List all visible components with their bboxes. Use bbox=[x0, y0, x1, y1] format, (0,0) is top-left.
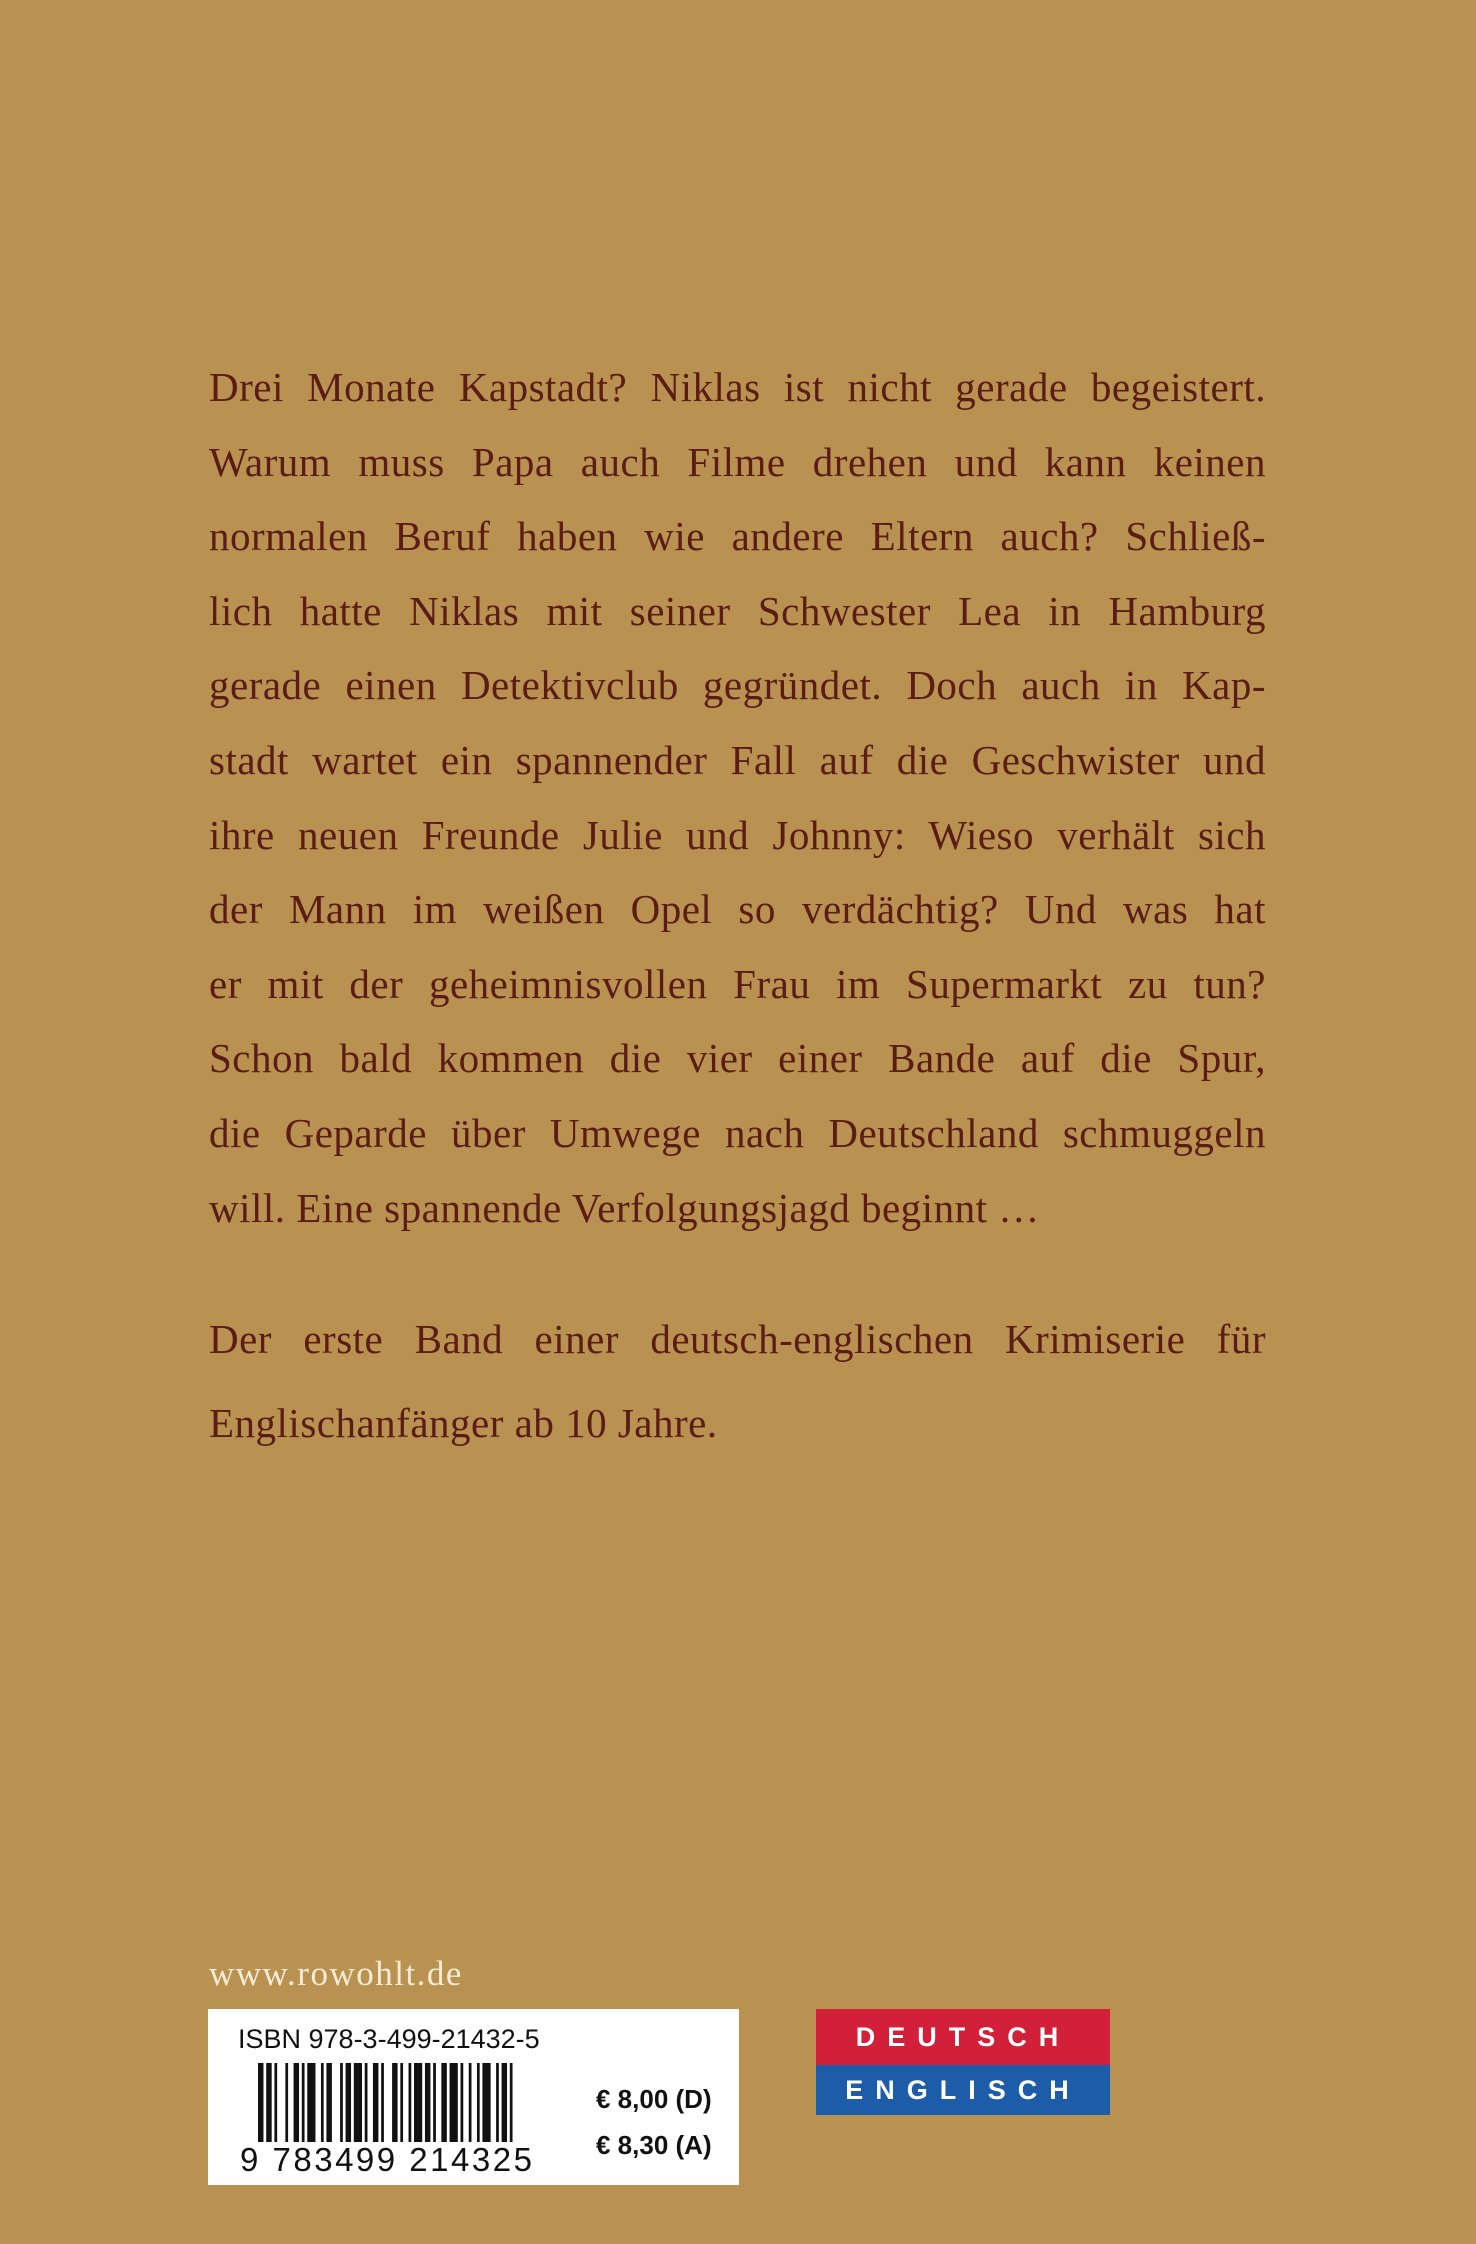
publisher-url: www.rowohlt.de bbox=[209, 1954, 463, 1993]
barcode-digits: 9 783499 214325 bbox=[240, 2141, 535, 2178]
price-austria: € 8,30 (A) bbox=[596, 2130, 712, 2160]
blurb-line: normalen Beruf haben wie andere Eltern auch? Schließ- bbox=[209, 513, 1266, 560]
series-note-line: Englischanfänger ab 10 Jahre. bbox=[209, 1400, 718, 1446]
blurb-line: gerade einen Detektivclub gegründet. Doch auch in Kap- bbox=[209, 662, 1266, 709]
blurb-line: die Geparde über Umwege nach Deutschland schmuggeln bbox=[209, 1109, 1266, 1156]
blurb-line: Schon bald kommen die vier einer Bande auf die Spur, bbox=[209, 1035, 1266, 1082]
blurb-line: Warum muss Papa auch Filme drehen und kann keinen bbox=[209, 438, 1266, 485]
barcode-label bbox=[208, 2009, 739, 2185]
blurb-line: Drei Monate Kapstadt? Niklas ist nicht gerade begeistert. bbox=[209, 364, 1266, 410]
language-badge-englisch: ENGLISCH bbox=[816, 2065, 1110, 2115]
blurb-line: lich hatte Niklas mit seiner Schwester Lea in Hamburg bbox=[209, 587, 1266, 634]
language-badge-deutsch: DEUTSCH bbox=[816, 2009, 1110, 2065]
isbn-text: ISBN 978-3-499-21432-5 bbox=[238, 2024, 540, 2054]
blurb-line: stadt wartet ein spannender Fall auf die Geschwister und bbox=[209, 736, 1266, 783]
blurb-line: ihre neuen Freunde Julie und Johnny: Wieso verhält sich bbox=[209, 811, 1266, 858]
language-badge bbox=[816, 2009, 1110, 2115]
blurb-line: er mit der geheimnisvollen Frau im Supermarkt zu tun? bbox=[209, 960, 1266, 1007]
blurb-text bbox=[209, 350, 1266, 1245]
series-note-line: Der erste Band einer deutsch-englischen Krimiserie für bbox=[209, 1316, 1266, 1362]
series-note bbox=[209, 1297, 1266, 1465]
blurb-line: der Mann im weißen Opel so verdächtig? Und was hat bbox=[209, 886, 1266, 933]
price-germany: € 8,00 (D) bbox=[596, 2084, 712, 2114]
blurb-line: will. Eine spannende Verfolgungsjagd beginnt … bbox=[209, 1184, 1040, 1231]
